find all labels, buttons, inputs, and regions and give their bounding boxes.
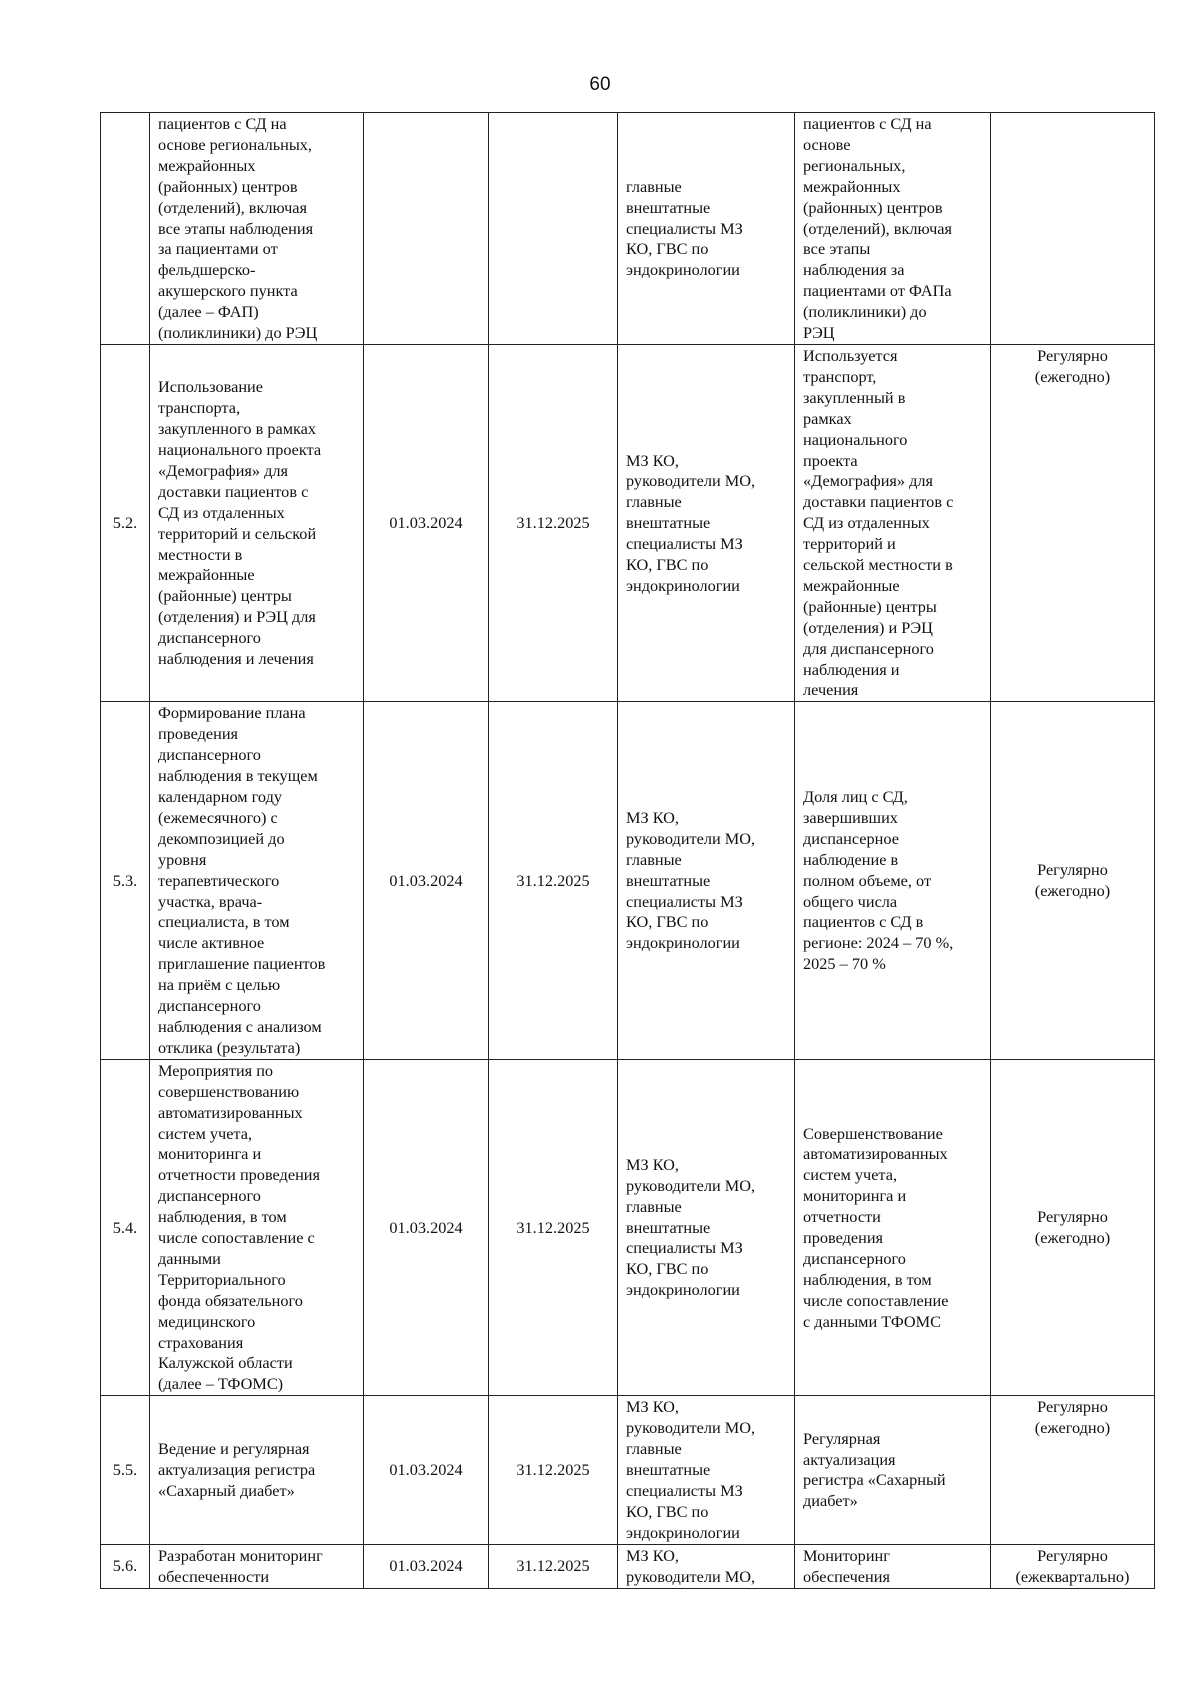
result-cell: пациентов с СД на основе региональных, межрайонных (районных) центров (отделений), включая все этапы наблюдения за пациентами от ФАПа (поликлиники) до РЭЦ bbox=[795, 113, 991, 345]
frequency-cell: Регулярно (ежеквартально) bbox=[991, 1544, 1155, 1588]
result-cell: Мониторинг обеспечения bbox=[795, 1544, 991, 1588]
end-date-cell: 31.12.2025 bbox=[489, 344, 618, 701]
result-cell: Доля лиц с СД, завершивших диспансерное наблюдение в полном объеме, от общего числа пациентов с СД в регионе: 2024 – 70 %, 2025 – 70 % bbox=[795, 702, 991, 1059]
end-date-cell: 31.12.2025 bbox=[489, 702, 618, 1059]
responsible-cell: МЗ КО, руководители МО, bbox=[618, 1544, 795, 1588]
page-number: 60 bbox=[589, 74, 611, 95]
result-cell: Совершенствование автоматизированных систем учета, мониторинга и отчетности проведения диспансерного наблюдения, в том числе сопоставление с данными ТФОМС bbox=[795, 1059, 991, 1396]
activity-cell: Формирование плана проведения диспансерного наблюдения в текущем календарном году (ежемесячного) с декомпозицией до уровня терапевтического участка, врача- специалиста, в том числе активное приглашение пациентов на приём с целью диспансерного наблюдения с анализом отклика (результата) bbox=[150, 702, 364, 1059]
end-date-cell: 31.12.2025 bbox=[489, 1544, 618, 1588]
table-row bbox=[101, 1396, 1155, 1544]
row-number: 5.3. bbox=[101, 702, 150, 1059]
row-number: 5.5. bbox=[101, 1396, 150, 1544]
responsible-cell: МЗ КО, руководители МО, главные внештатные специалисты МЗ КО, ГВС по эндокринологии bbox=[618, 1059, 795, 1396]
frequency-cell: Регулярно (ежегодно) bbox=[991, 344, 1155, 701]
responsible-cell: главные внештатные специалисты МЗ КО, ГВС по эндокринологии bbox=[618, 113, 795, 345]
end-date-cell: 31.12.2025 bbox=[489, 1059, 618, 1396]
row-number: 5.2. bbox=[101, 344, 150, 701]
frequency-cell: Регулярно (ежегодно) bbox=[991, 702, 1155, 1059]
table-row bbox=[101, 1059, 1155, 1396]
responsible-cell: МЗ КО, руководители МО, главные внештатные специалисты МЗ КО, ГВС по эндокринологии bbox=[618, 1396, 795, 1544]
start-date-cell: 01.03.2024 bbox=[364, 702, 489, 1059]
activity-cell: Использование транспорта, закупленного в рамках национального проекта «Демография» для доставки пациентов с СД из отдаленных территорий и сельской местности в межрайонные (районные) центры (отделения) и РЭЦ для диспансерного наблюдения и лечения bbox=[150, 344, 364, 701]
start-date-cell: 01.03.2024 bbox=[364, 344, 489, 701]
plan-table bbox=[100, 112, 1155, 1589]
start-date-cell bbox=[364, 113, 489, 345]
start-date-cell: 01.03.2024 bbox=[364, 1544, 489, 1588]
activity-cell: пациентов с СД на основe региональных, межрайонных (районных) центров (отделений), включая все этапы наблюдения за пациентами от фельдшерско- акушерского пункта (далее – ФАП) (поликлиники) до РЭЦ bbox=[150, 113, 364, 345]
result-cell: Используется транспорт, закупленный в рамках национального проекта «Демография» для доставки пациентов с СД из отдаленных территорий и сельской местности в межрайонные (районные) центры (отделения) и РЭЦ для диспансерного наблюдения и лечения bbox=[795, 344, 991, 701]
responsible-cell: МЗ КО, руководители МО, главные внештатные специалисты МЗ КО, ГВС по эндокринологии bbox=[618, 344, 795, 701]
responsible-cell: МЗ КО, руководители МО, главные внештатные специалисты МЗ КО, ГВС по эндокринологии bbox=[618, 702, 795, 1059]
activity-cell: Ведение и регулярная актуализация регистра «Сахарный диабет» bbox=[150, 1396, 364, 1544]
table-row bbox=[101, 113, 1155, 345]
start-date-cell: 01.03.2024 bbox=[364, 1059, 489, 1396]
frequency-cell: Регулярно (ежегодно) bbox=[991, 1059, 1155, 1396]
end-date-cell bbox=[489, 113, 618, 345]
frequency-cell bbox=[991, 113, 1155, 345]
row-number: 5.6. bbox=[101, 1544, 150, 1588]
result-cell: Регулярная актуализация регистра «Сахарный диабет» bbox=[795, 1396, 991, 1544]
end-date-cell: 31.12.2025 bbox=[489, 1396, 618, 1544]
frequency-cell: Регулярно (ежегодно) bbox=[991, 1396, 1155, 1544]
activity-cell: Мероприятия по совершенствованию автоматизированных систем учета, мониторинга и отчетности проведения диспансерного наблюдения, в том числе сопоставление с данными Территориального фонда обязательного медицинского страхования Калужской области (далее – ТФОМС) bbox=[150, 1059, 364, 1396]
row-number: 5.4. bbox=[101, 1059, 150, 1396]
table-row bbox=[101, 702, 1155, 1059]
table-row bbox=[101, 1544, 1155, 1588]
activity-cell: Разработан мониторинг обеспеченности bbox=[150, 1544, 364, 1588]
row-number bbox=[101, 113, 150, 345]
table-row bbox=[101, 344, 1155, 701]
start-date-cell: 01.03.2024 bbox=[364, 1396, 489, 1544]
